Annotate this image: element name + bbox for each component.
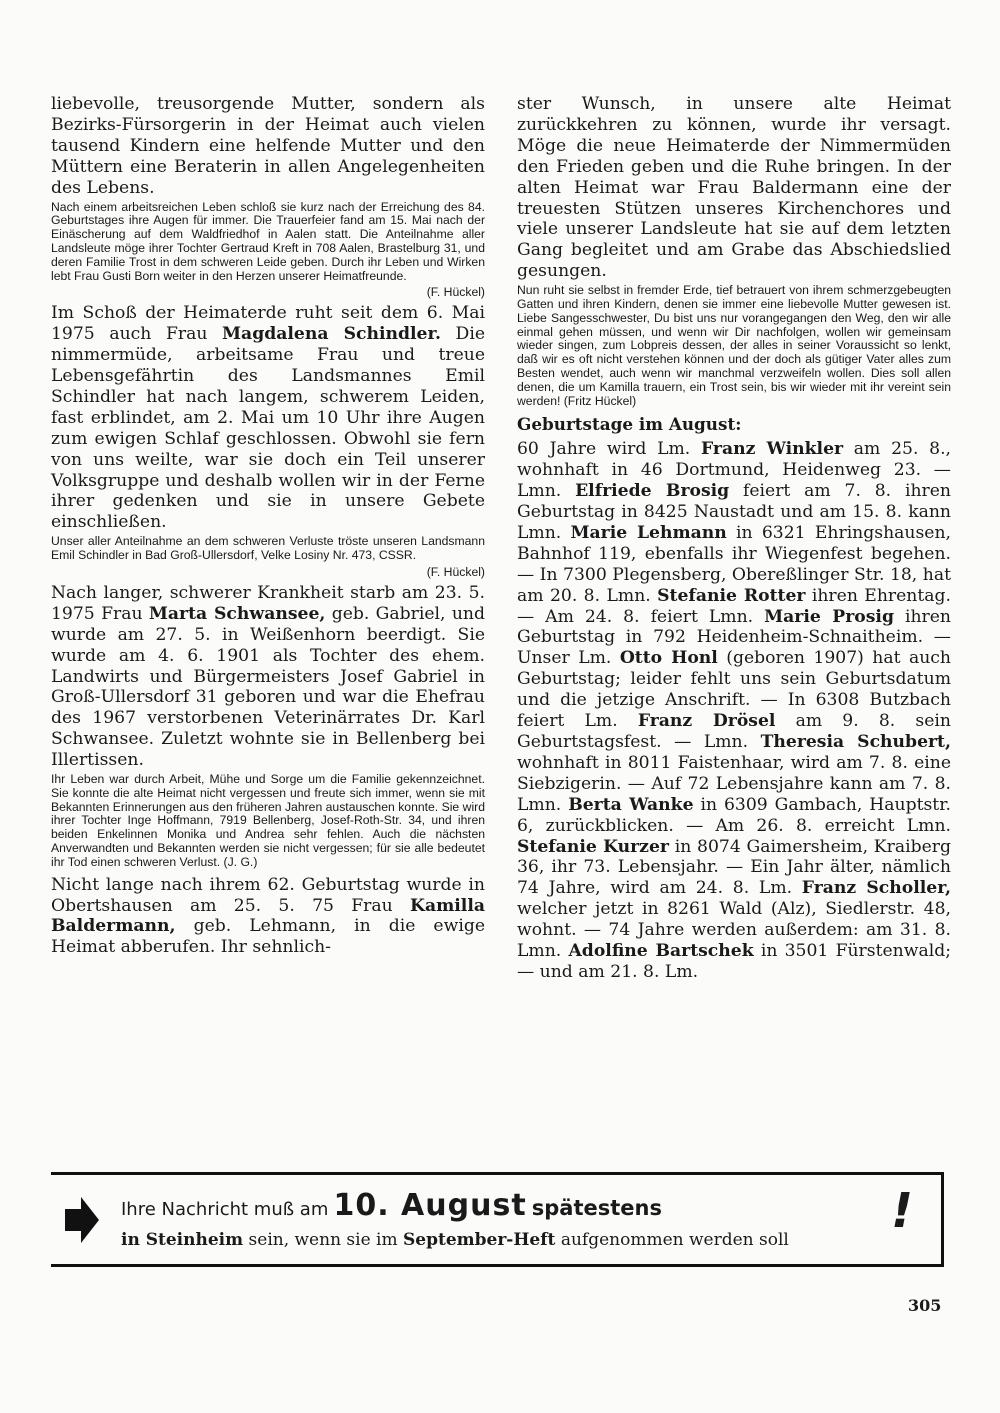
name-baldermann: Kamilla Baldermann, — [51, 895, 485, 937]
arrow-right-icon — [65, 1197, 99, 1243]
right-column — [517, 94, 951, 983]
signature-hueckel-1: (F. Hückel) — [426, 285, 485, 300]
obituary-schindler-note: Unser aller Anteilnahme an dem schweren Verluste tröste unseren Landsmann Emil Schindler in Bad Groß-Ullersdorf, Velke Losiny Nr. 473, CSSR. — [51, 534, 485, 563]
page-number: 305 — [908, 1296, 942, 1315]
name-schindler: Magdalena Schindler. — [222, 324, 441, 345]
obituary-schwansee: Nach langer, schwerer Krankheit starb am 23. 5. 1975 Frau Marta Schwansee, geb. Gabriel, und wurde am 27. 5. in Weißenhorn beerdigt. Sie wurde am 4. 6. 1901 als Tochter des ehem. Landwirts und Bürgermeisters Josef Gabriel in Groß-Ullersdorf 31 geboren und war die Ehefrau des 1967 verstorbenen Veterinärrates Dr. Karl Schwansee. Zuletzt wohnte sie in Bellenberg bei Illertissen. — [51, 582, 485, 771]
notice-line-2: in Steinheim sein, wenn sie im September-Heft aufgenommen werden soll — [121, 1230, 789, 1250]
obituary-baldermann-note: Nun ruht sie selbst in fremder Erde, tief betrauert von ihrem schmerzgebeugten Gatten und ihren Kindern, denen sie immer eine liebevolle Mutter gewesen ist. Liebe Sangesschwester, Du bist uns nur vorangegangen den Weg, den wir alle einmal gehen müssen, und wenn wir Dir nachfolgen, wollen wir gemeinsam wieder singen, zum Lobpreis dessen, der alles in seiner Voraussicht so lenkt, daß wir es oft nicht verstehen können und der doch als gütiger Vater alles zum Besten wendet, auch wenn wir manchmal verzweifeln wollen. Dies soll allen denen, die um Kamilla trauern, ein Trost sein, bis wir wieder mit ihr vereint sein werden! (Fritz Hückel) — [517, 283, 951, 408]
exclamation-mark: ! — [891, 1183, 913, 1239]
notice-line-1: Ihre Nachricht muß am 10. August spätestens — [121, 1188, 662, 1223]
deadline-notice-box — [51, 1172, 944, 1267]
birthdays-heading: Geburtstage im August: — [517, 414, 742, 435]
birthdays-list: 60 Jahre wird Lm. Franz Winkler am 25. 8., wohnhaft in 46 Dortmund, Heidenweg 23. — Lmn. Elfriede Brosig feiert am 7. 8. ihren Geburtstag in 8425 Naustadt und am 15. 8. kann Lmn. Marie Lehmann in 6321 Ehringshausen, Bahnhof 119, ebenfalls ihr Wiegenfest begehen. — In 7300 Plegensberg, Obereßlinger Str. 18, hat am 20. 8. Lmn. Stefanie Rotter ihren Ehrentag. — Am 24. 8. feiert Lmn. Marie Prosig ihren Geburtstag in 792 Heidenheim-Schnaitheim. — Unser Lm. Otto Honl (geboren 1907) hat auch Geburtstag; leider fehlt uns sein Geburtsdatum und die jetzige Anschrift. — In 6308 Butzbach feiert Lm. Franz Drösel am 9. 8. sein Geburtstagsfest. — Lmn. Theresia Schubert, wohnhaft in 8011 Faistenhaar, wird am 7. 8. eine Siebzigerin. — Auf 72 Lebensjahre kann am 7. 8. Lmn. Berta Wanke in 6309 Gambach, Hauptstr. 6, zurückblicken. — Am 26. 8. erreicht Lmn. Stefanie Kurzer in 8074 Gaimersheim, Kraiberg 36, ihr 73. Lebensjahr. — Ein Jahr älter, nämlich 74 Jahre, wird am 24. 8. Lm. Franz Scholler, welcher jetzt in 8261 Wald (Alz), Siedlerstr. 48, wohnt. — 74 Jahre werden außerdem: am 31. 8. Lmn. Adolfine Bartschek in 3501 Fürstenwald; — und am 21. 8. Lm. — [517, 439, 951, 982]
obituary-born-note: Nach einem arbeitsreichen Leben schloß sie kurz nach der Erreichung des 84. Geburtstages ihre Augen für immer. Die Trauerfeier fand am 15. Mai nach der Einäscherung auf dem Waldfriedhof in Aalen statt. Die Anteilnahme aller Landsleute möge ihrer Tochter Gertraud Kreft in 708 Aalen, Brastelburg 31, und deren Familie Trost in dem schweren Leide geben. Durch ihr Leben und Wirken lebt Frau Gusti Born weiter in den Herzen unserer Heimatfreunde. — [51, 199, 485, 283]
name-schwansee: Marta Schwansee, — [148, 603, 326, 624]
deadline-date: 10. August — [333, 1188, 527, 1223]
obituary-baldermann: Nicht lange nach ihrem 62. Geburtstag wurde in Obertshausen am 25. 5. 75 Frau Kamilla Baldermann, geb. Lehmann, in die ewige Heimat abberufen. Ihr sehnlich- — [51, 874, 485, 958]
obituary-schwansee-note: Ihr Leben war durch Arbeit, Mühe und Sorge um die Familie gekennzeichnet. Sie konnte die alte Heimat nicht vergessen und freute sich immer, wenn sie mit Bekannten Erinnerungen aus den früheren Jahren austauschen konnte. Sie wird ihrer Tochter Inge Hoffmann, 7919 Bellenberg, Josef-Roth-Str. 34, und ihren beiden Enkelinnen Monika und Andrea sehr fehlen. Auch die nächsten Anverwandten und Bekannten werden sie nicht vergessen; für sie alle bedeutet ihr Tod einen schweren Verlust. (J. G.) — [51, 772, 485, 869]
obituary-born-end: liebevolle, treusorgende Mutter, sondern als Bezirks-Fürsorgerin in der Heimat auch vielen tausend Kindern eine helfende Mutter und den Müttern eine Beraterin in allen Angelegenheiten des Lebens. — [51, 94, 485, 198]
obituary-schindler: Im Schoß der Heimaterde ruht seit dem 6. Mai 1975 auch Frau Magdalena Schindler. Die nimmermüde, arbeitsame Frau und treue Lebensgefährtin des Landsmannes Emil Schindler hat nach langem, schwerem Leiden, fast erblindet, am 2. Mai um 10 Uhr ihre Augen zum ewigen Schlaf geschlossen. Obwohl sie fern von uns weilte, war sie doch ein Teil unserer Volksgruppe und deshalb wollen wir in der Ferne ihrer gedenken und sie in unsere Gebete einschließen. — [51, 303, 485, 533]
obituary-baldermann-cont: ster Wunsch, in unsere alte Heimat zurückkehren zu können, wurde ihr versagt. Möge die neue Heimaterde der Nimmermüden den Frieden geben und die Ruhe bringen. In der alten Heimat war Frau Baldermann eine der treuesten Stützen unseres Kirchenchores und viele unserer Landsleute hat sie auf dem letzten Gang begleitet und am Grabe das Abschiedslied gesungen. — [517, 94, 951, 282]
left-column — [51, 94, 485, 958]
signature-hueckel-2: (F. Hückel) — [426, 564, 485, 579]
